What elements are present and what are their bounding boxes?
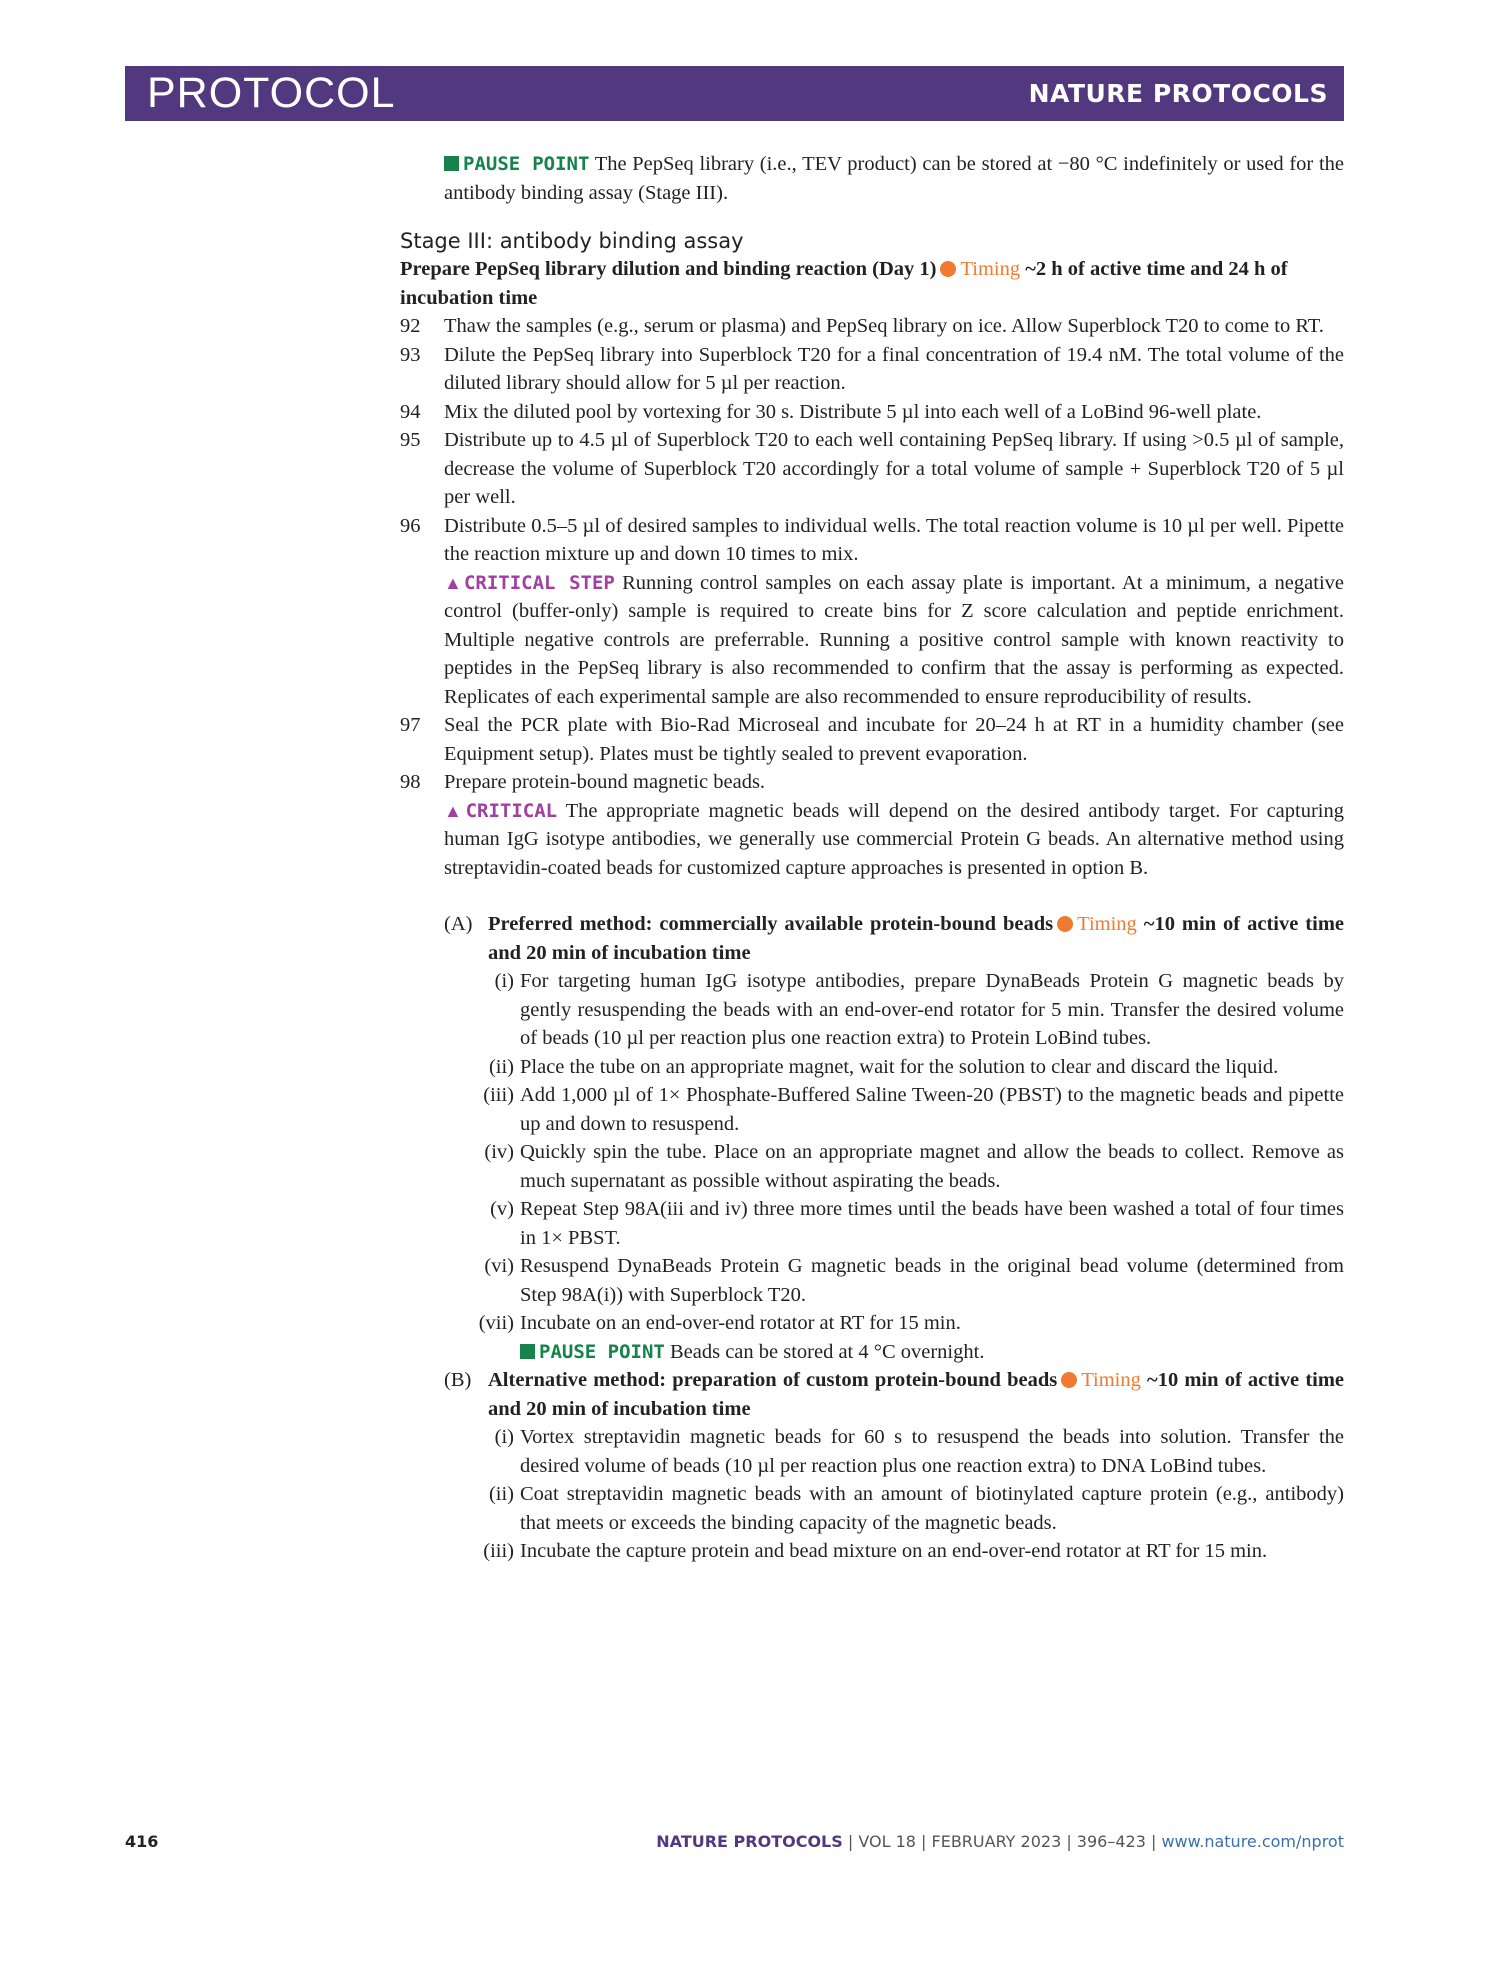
step-96 [400, 512, 1344, 712]
prep-heading [400, 255, 1344, 312]
substep-label: (iii) [483, 1084, 514, 1106]
substep-text: Coat streptavidin magnetic beads with an amount of biotinylated capture protein (e.g., antibody) that meets or exceeds the binding capacity of the magnetic beads. [520, 1483, 1344, 1534]
step-94 [400, 398, 1344, 427]
substep-text: Quickly spin the tube. Place on an appropriate magnet and allow the beads to collect. Remove as much supernatant as possible without aspirating the beads. [520, 1141, 1344, 1192]
substep-text: Repeat Step 98A(iii and iv) three more times until the beads have been washed a total of four times in 1× PBST. [520, 1198, 1344, 1249]
pause-text: The PepSeq library (i.e., TEV product) can be stored at −80 °C indefinitely or used for the antibody binding assay (Stage III). [444, 153, 1344, 204]
substep-text: Vortex streptavidin magnetic beads for 60 s to resuspend the beads into solution. Transfer the desired volume of beads (10 µl per reaction plus one reaction extra) to DNA LoBind tubes. [520, 1426, 1344, 1477]
substep [444, 1138, 1344, 1195]
substep [444, 1309, 1344, 1366]
option-b [444, 1366, 1344, 1423]
timing-dot-icon [1057, 916, 1073, 932]
step-text: Mix the diluted pool by vortexing for 30 s. Distribute 5 µl into each well of a LoBind 96-well plate. [444, 400, 1262, 423]
timing-label: Timing [1081, 1369, 1141, 1391]
substep-label: (vii) [478, 1312, 514, 1334]
section-label: PROTOCOL [147, 69, 396, 117]
step-number: 95 [400, 429, 421, 451]
substep [444, 1537, 1344, 1566]
substep [444, 967, 1344, 1053]
critical-text: The appropriate magnetic beads will depend on the desired antibody target. For capturing human IgG isotype antibodies, we generally use commercial Protein G beads. An alternative method using streptavidin-coated beads for customized capture approaches is presented in option B. [444, 799, 1344, 879]
substep [444, 1252, 1344, 1309]
step-text: Prepare protein-bound magnetic beads. [444, 771, 766, 793]
substep-label: (i) [494, 970, 514, 992]
substep-label: (ii) [488, 1055, 514, 1078]
substep-label: (i) [494, 1426, 514, 1448]
substep-text: For targeting human IgG isotype antibodies, prepare DynaBeads Protein G magnetic beads by gently resuspending the beads with an end-over-end rotator for 5 min. Transfer the desired volume of beads (10 µl per reaction plus one reaction extra) to Protein LoBind tubes. [520, 970, 1344, 1049]
substep [444, 1053, 1344, 1082]
pause-point-note [400, 150, 1344, 207]
footer-citation [656, 1832, 1344, 1851]
timing-text: ~10 min of active time and 20 min of incubation time [488, 913, 1345, 964]
substep-label: (v) [490, 1198, 514, 1220]
substep-text: Incubate the capture protein and bead mixture on an end-over-end rotator at RT for 15 min. [520, 1540, 1268, 1562]
timing-text: ~2 h of active time and 24 h of incubation time [400, 258, 1288, 309]
timing-label: Timing [1077, 913, 1137, 935]
page-number: 416 [125, 1832, 159, 1851]
main-content [400, 150, 1344, 1566]
journal-name: NATURE PROTOCOLS [1028, 79, 1328, 108]
step-number: 93 [400, 343, 421, 366]
pause-point-note [520, 1338, 1344, 1367]
step-97 [400, 711, 1344, 768]
step-number: 92 [400, 315, 421, 337]
timing-dot-icon [1061, 1372, 1077, 1388]
pause-tag: PAUSE POINT [463, 153, 590, 175]
pause-tag: PAUSE POINT [539, 1340, 665, 1363]
pause-text: Beads can be stored at 4 °C overnight. [664, 1340, 985, 1363]
substep [444, 1423, 1344, 1480]
option-a [444, 910, 1344, 967]
footer-volume: | VOL 18 | FEBRUARY 2023 | 396–423 | [842, 1832, 1162, 1851]
timing-label: Timing [960, 258, 1021, 280]
substep-text: Add 1,000 µl of 1× Phosphate-Buffered Saline Tween-20 (PBST) to the magnetic beads and pipette up and down to resuspend. [520, 1084, 1344, 1135]
step-number: 98 [400, 771, 421, 793]
substep-text: Resuspend DynaBeads Protein G magnetic beads in the original bead volume (determined from Step 98A(i)) with Superblock T20. [520, 1255, 1344, 1306]
step-98 [400, 768, 1344, 882]
pause-square-icon [520, 1344, 535, 1359]
option-title: Alternative method: preparation of custom protein-bound beads [488, 1369, 1058, 1391]
substep [444, 1195, 1344, 1252]
journal-link[interactable]: www.nature.com/nprot [1161, 1832, 1344, 1851]
warning-triangle-icon: ▲ [444, 800, 466, 821]
substep-label: (vi) [484, 1255, 514, 1277]
substep-label: (ii) [488, 1483, 514, 1505]
substep-text: Place the tube on an appropriate magnet, wait for the solution to clear and discard the liquid. [520, 1055, 1279, 1078]
option-title: Preferred method: commercially available protein-bound beads [488, 913, 1054, 935]
step-95 [400, 426, 1344, 512]
critical-note [444, 797, 1344, 883]
critical-tag: CRITICAL [465, 799, 558, 822]
critical-tag: CRITICAL STEP [463, 571, 615, 594]
substep-label: (iv) [484, 1141, 514, 1163]
step-text: Dilute the PepSeq library into Superblock T20 for a final concentration of 19.4 nM. The total volume of the diluted library should allow for 5 µl per reaction. [444, 343, 1344, 394]
substep-label: (iii) [483, 1540, 514, 1562]
step-text: Distribute 0.5–5 µl of desired samples to individual wells. The total reaction volume is 10 µl per well. Pipette the reaction mixture up and down 10 times to mix. [444, 514, 1344, 565]
timing-text: ~10 min of active time and 20 min of incubation time [488, 1369, 1345, 1420]
footer-journal: NATURE PROTOCOLS [656, 1832, 843, 1851]
option-label: (A) [444, 913, 473, 935]
critical-step-note [444, 569, 1344, 712]
substep-text: Incubate on an end-over-end rotator at RT for 15 min. [520, 1312, 961, 1334]
stage-heading: Stage III: antibody binding assay [400, 229, 744, 253]
option-a-heading [488, 910, 1344, 967]
step-number: 94 [400, 400, 421, 423]
step-number: 96 [400, 514, 421, 537]
step-text: Thaw the samples (e.g., serum or plasma) and PepSeq library on ice. Allow Superblock T20 to come to RT. [444, 315, 1324, 337]
step-text: Seal the PCR plate with Bio-Rad Microseal and incubate for 20–24 h at RT in a humidity chamber (see Equipment setup). Plates must be tightly sealed to prevent evaporation. [444, 714, 1344, 765]
critical-text: Running control samples on each assay plate is important. At a minimum, a negative control (buffer-only) sample is required to create bins for Z score calculation and peptide enrichment. Multiple negative controls are preferrable. Running a positive control sample with known reactivity to peptides in the PepSeq library is also recommended to confirm that the assay is performing as expected. Replicates of each experimental sample are also recommended to ensure reproducibility of results. [444, 571, 1344, 708]
page-header [125, 66, 1344, 121]
step-93 [400, 341, 1344, 398]
substep [444, 1081, 1344, 1138]
step-92 [400, 312, 1344, 341]
option-label: (B) [444, 1369, 472, 1391]
step-number: 97 [400, 714, 421, 736]
pause-square-icon [444, 156, 459, 171]
warning-triangle-icon: ▲ [444, 572, 464, 593]
option-b-heading [488, 1366, 1344, 1423]
timing-dot-icon [940, 261, 956, 277]
substep [444, 1480, 1344, 1537]
prep-title: Prepare PepSeq library dilution and binding reaction (Day 1) [400, 258, 937, 280]
step-text: Distribute up to 4.5 µl of Superblock T20 to each well containing PepSeq library. If using >0.5 µl of sample, decrease the volume of Superblock T20 accordingly for a total volume of sample + Superblock T20 of 5 µl per well. [444, 429, 1344, 508]
